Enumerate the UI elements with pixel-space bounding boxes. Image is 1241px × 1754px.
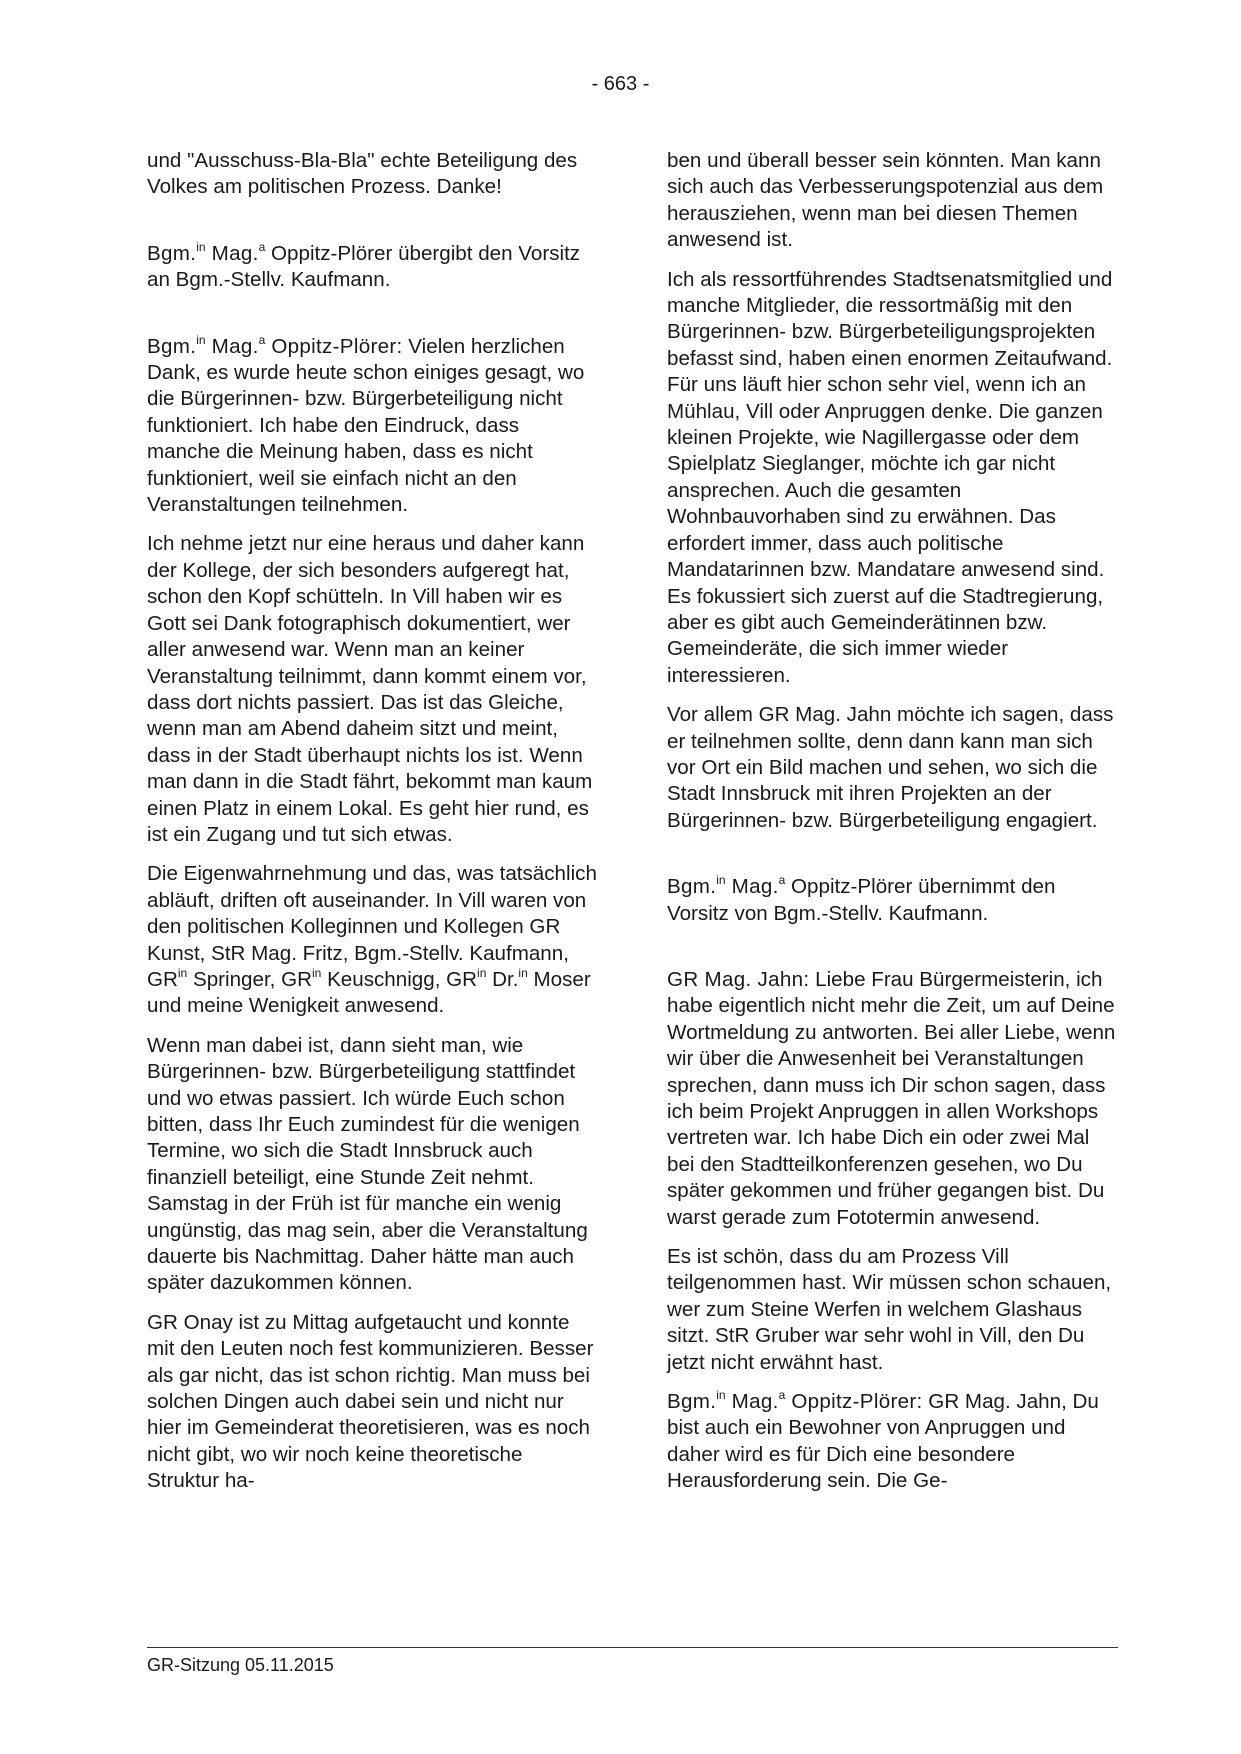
speech-mayor: Bgm.$^{in}$ Mag.$^a$ Oppitz-Plörer: Vielen herzlichen Dank, es wurde heute schon einiges gesagt, wo die Bürgerinnen- bzw. Bürgerbeteiligung nicht funktioniert. Ich habe den Eindruck, dass manche die Meinung haben, dass es nicht funktioniert, weil sie einfach nicht an den Veranstaltungen teilnehmen.: [147, 332, 585, 517]
paragraph: und "Ausschuss-Bla-Bla" echte Beteiligung des Volkes am politischen Prozess. Danke!: [147, 149, 578, 199]
paragraph: GR Onay ist zu Mittag aufgetaucht und konnte mit den Leuten noch fest kommunizieren. Besser als gar nicht, das ist schon richtig. Man muss bei solchen Dingen auch dabei sein und nicht nur hier im Gemeinderat theoretisieren, was es noch nicht gibt, wo wir noch keine theoretische Struktur ha-: [147, 1310, 594, 1493]
footer-session-label: GR-Sitzung 05.11.2015: [147, 1655, 334, 1675]
left-column: [147, 148, 597, 1508]
paragraph: Es ist schön, dass du am Prozess Vill teilgenommen hast. Wir müssen schon schauen, wer zum Steine Werfen in welchem Glashaus sitzt. StR Gruber war sehr wohl in Vill, den Du jetzt nicht erwähnt hast.: [667, 1245, 1112, 1374]
paragraph: ben und überall besser sein könnten. Man kann sich auch das Verbesserungspotenzial aus dem herausziehen, wenn man bei diesen Themen anwesend ist.: [667, 149, 1104, 252]
footer-divider: [147, 1647, 1118, 1648]
speaker-label: Oppitz-Plörer:: [785, 1390, 923, 1414]
speech-jahn: GR Mag. Jahn: Liebe Frau Bürgermeisterin, ich habe eigentlich nicht mehr die Zeit, um auf Deine Wortmeldung zu antworten. Bei aller Liebe, wenn wir über die Anwesenheit bei Veranstaltungen sprechen, dann muss ich Dir schon sagen, dass ich beim Projekt Anpruggen in allen Workshops vertreten war. Ich habe Dich ein oder zwei Mal bei den Stadtteilkonferenzen gesehen, wo Du später gekommen und früher gegangen bist. Du warst gerade zum Fototermin anwesend.: [667, 967, 1116, 1229]
paragraph-attendees: Die Eigenwahrnehmung und das, was tatsächlich abläuft, driften oft auseinander. In Vill waren von den politischen Kolleginnen und Kollegen GR Kunst, StR Mag. Fritz, Bgm.-Stellv. Kaufmann, $GR^{in}$ Springer, $GR^{in}$ Keuschnigg, $GR^{in}$ Dr.$^{in}$ Moser und meine Wenigkeit anwesend.: [147, 862, 597, 1018]
chair-transfer-note: Bgm.$^{in}$ Mag.$^a$ Oppitz-Plörer übergibt den Vorsitz an Bgm.-Stellv. Kaufmann.: [147, 239, 581, 292]
chair-transfer-note: Bgm.$^{in}$ Mag.$^a$ Oppitz-Plörer übernimmt den Vorsitz von Bgm.-Stellv. Kaufmann.: [667, 873, 1056, 925]
paragraph: Ich als ressortführendes Stadtsenatsmitglied und manche Mitglieder, die ressortmäßig mit den Bürgerinnen- bzw. Bürgerbeteiligungsprojekten befasst sind, haben einen enormen Zeitaufwand. Für uns läuft hier schon sehr viel, wenn ich an Mühlau, Vill oder Anpruggen denke. Die ganzen kleinen Projekte, wie Nagillergasse oder dem Spielplatz Sieglanger, möchte ich gar nicht ansprechen. Auch die gesamten Wohnbauvorhaben sind zu erwähnen. Das erfordert immer, dass auch politische Mandatarinnen bzw. Mandatare anwesend sind. Es fokussiert sich zuerst auf die Stadtregierung, aber es gibt auch Gemeinderätinnen bzw. Gemeinderäte, die sich immer wieder interessieren.: [667, 267, 1113, 687]
paragraph: Wenn man dabei ist, dann sieht man, wie Bürgerinnen- bzw. Bürgerbeteiligung stattfindet und wo etwas passiert. Ich würde Euch schon bitten, dass Ihr Euch zumindest für die wenigen Termine, wo sich die Stadt Innsbruck auch finanziell beteiligt, eine Stunde Zeit nehmt. Samstag in der Früh ist für manche ein wenig ungünstig, das mag sein, aber die Veranstaltung dauerte bis Nachmittag. Daher hätte man auch später dazukommen können.: [147, 1033, 588, 1295]
page-number: - 663 -: [591, 73, 650, 95]
speaker-label: Oppitz-Plörer:: [265, 334, 403, 358]
right-column: [667, 148, 1117, 1508]
speaker-label: GR Mag. Jahn:: [667, 967, 810, 991]
paragraph: Ich nehme jetzt nur eine heraus und daher kann der Kollege, der sich besonders aufgeregt hat, schon den Kopf schütteln. In Vill haben wir es Gott sei Dank fotographisch dokumentiert, wer aller anwesend war. Wenn man an keiner Veranstaltung teilnimmt, dann kommt einem vor, dass dort nichts passiert. Das ist das Gleiche, wenn man am Abend daheim sitzt und meint, dass in der Stadt überhaupt nichts los ist. Wenn man dann in die Stadt fährt, bekommt man kaum einen Platz in einem Lokal. Es geht hier rund, es ist ein Zugang und tut sich etwas.: [147, 532, 593, 846]
paragraph: Vor allem GR Mag. Jahn möchte ich sagen, dass er teilnehmen sollte, denn dann kann man sich vor Ort ein Bild machen und sehen, wo sich die Stadt Innsbruck mit ihren Projekten an der Bürgerinnen- bzw. Bürgerbeteiligung engagiert.: [667, 703, 1114, 832]
speech-mayor: Bgm.$^{in}$ Mag.$^a$ Oppitz-Plörer: GR Mag. Jahn, Du bist auch ein Bewohner von Anpruggen und daher wird es für Dich eine besondere Herausforderung sein. Die Ge-: [667, 1388, 1099, 1493]
